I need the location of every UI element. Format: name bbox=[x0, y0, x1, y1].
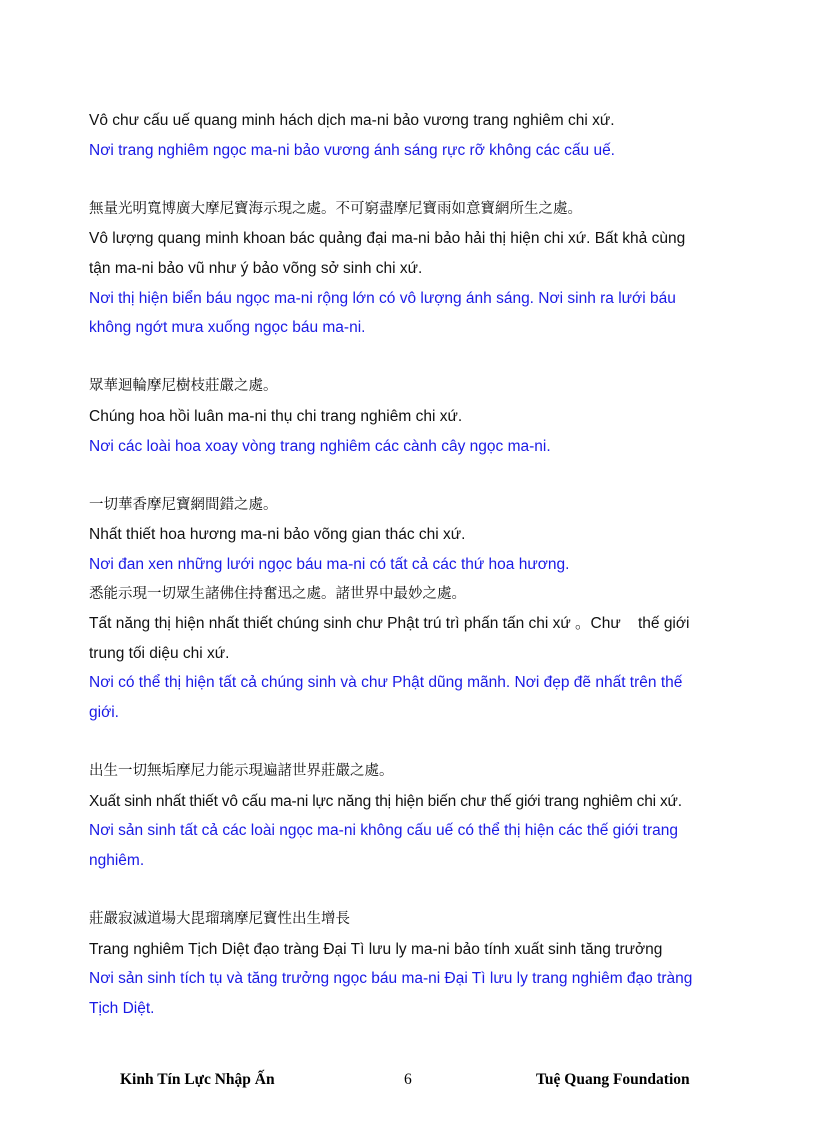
vietnamese-translation: Nơi sản sinh tất cả các loài ngọc ma-ni không cấu uế có thể thị hiện các thế giới trang bbox=[89, 822, 678, 840]
vietnamese-translation: Tịch Diệt. bbox=[89, 999, 155, 1017]
paragraph-gap bbox=[89, 875, 729, 905]
footer-organization: Tuệ Quang Foundation bbox=[536, 1071, 690, 1088]
document-body bbox=[89, 106, 729, 1023]
vietnamese-translation: Nơi các loài hoa xoay vòng trang nghiêm các cành cây ngọc ma-ni. bbox=[89, 437, 551, 455]
vietnamese-translation: Nơi có thể thị hiện tất cả chúng sinh và chư Phật dũng mãnh. Nơi đẹp đẽ nhất trên thế bbox=[89, 674, 683, 692]
page-number: 6 bbox=[404, 1071, 412, 1088]
chinese-text: 無量光明寬博廣大摩尼寶海示現之處。不可窮盡摩尼寶雨如意寶網所生之處。 bbox=[89, 200, 582, 217]
paragraph-gap bbox=[89, 165, 729, 195]
footer-book-title: Kinh Tín Lực Nhập Ấn bbox=[120, 1071, 275, 1088]
page-footer bbox=[0, 1071, 816, 1095]
vietnamese-reading: Nhất thiết hoa hương ma-ni bảo võng gian thác chi xứ. bbox=[89, 526, 466, 544]
paragraph bbox=[89, 491, 729, 728]
paragraph bbox=[89, 905, 729, 1023]
chinese-text: 出生一切無垢摩尼力能示現遍諸世界莊嚴之處。 bbox=[89, 763, 394, 780]
vietnamese-translation: Nơi đan xen những lưới ngọc báu ma-ni có tất cả các thứ hoa hương. bbox=[89, 555, 570, 573]
chinese-text: 一切華香摩尼寶網間錯之處。 bbox=[89, 496, 278, 513]
vietnamese-reading: Trang nghiêm Tịch Diệt đạo tràng Đại Tì lưu ly ma-ni bảo tính xuất sinh tăng trưởng bbox=[89, 940, 663, 958]
paragraph-gap bbox=[89, 343, 729, 373]
paragraph bbox=[89, 372, 729, 461]
vietnamese-reading: Chúng hoa hồi luân ma-ni thụ chi trang nghiêm chi xứ. bbox=[89, 407, 463, 425]
vietnamese-translation: nghiêm. bbox=[89, 851, 145, 869]
vietnamese-reading: Vô lượng quang minh khoan bác quảng đại ma-ni bảo hải thị hiện chi xứ. Bất khả cùng bbox=[89, 230, 686, 248]
vietnamese-reading: Xuất sinh nhất thiết vô cấu ma-ni lực năng thị hiện biến chư thế giới trang nghiêm chi xứ. bbox=[89, 792, 682, 810]
paragraph bbox=[89, 106, 729, 165]
vietnamese-reading: trung tối diệu chi xứ. bbox=[89, 644, 230, 662]
paragraph-gap bbox=[89, 727, 729, 757]
paragraph bbox=[89, 757, 729, 875]
vietnamese-translation: giới. bbox=[89, 703, 119, 721]
vietnamese-translation: Nơi trang nghiêm ngọc ma-ni bảo vương ánh sáng rực rỡ không các cấu uế. bbox=[89, 141, 615, 159]
vietnamese-translation: không ngớt mưa xuống ngọc báu ma-ni. bbox=[89, 319, 366, 337]
chinese-text: 眾華迴輪摩尼樹枝莊嚴之處。 bbox=[89, 378, 278, 395]
chinese-text: 悉能示現一切眾生諸佛住持奮迅之處。諸世界中最妙之處。 bbox=[89, 585, 466, 602]
vietnamese-translation: Nơi sản sinh tích tụ và tăng trưởng ngọc báu ma-ni Đại Tì lưu ly trang nghiêm đạo tràng bbox=[89, 970, 693, 988]
vietnamese-reading: Vô chư cấu uế quang minh hách dịch ma-ni bảo vương trang nghiêm chi xứ. bbox=[89, 112, 615, 129]
vietnamese-reading: Tất năng thị hiện nhất thiết chúng sinh chư Phật trú trì phấn tấn chi xứ 。Chư thế giới bbox=[89, 615, 690, 633]
vietnamese-reading: tận ma-ni bảo vũ như ý bảo võng sở sinh chi xứ. bbox=[89, 259, 423, 277]
chinese-text: 莊嚴寂滅道場大毘瑠璃摩尼寶性出生增長 bbox=[89, 911, 350, 928]
paragraph-gap bbox=[89, 461, 729, 491]
paragraph bbox=[89, 195, 729, 343]
vietnamese-translation: Nơi thị hiện biển báu ngọc ma-ni rộng lớn có vô lượng ánh sáng. Nơi sinh ra lưới báu bbox=[89, 289, 676, 307]
